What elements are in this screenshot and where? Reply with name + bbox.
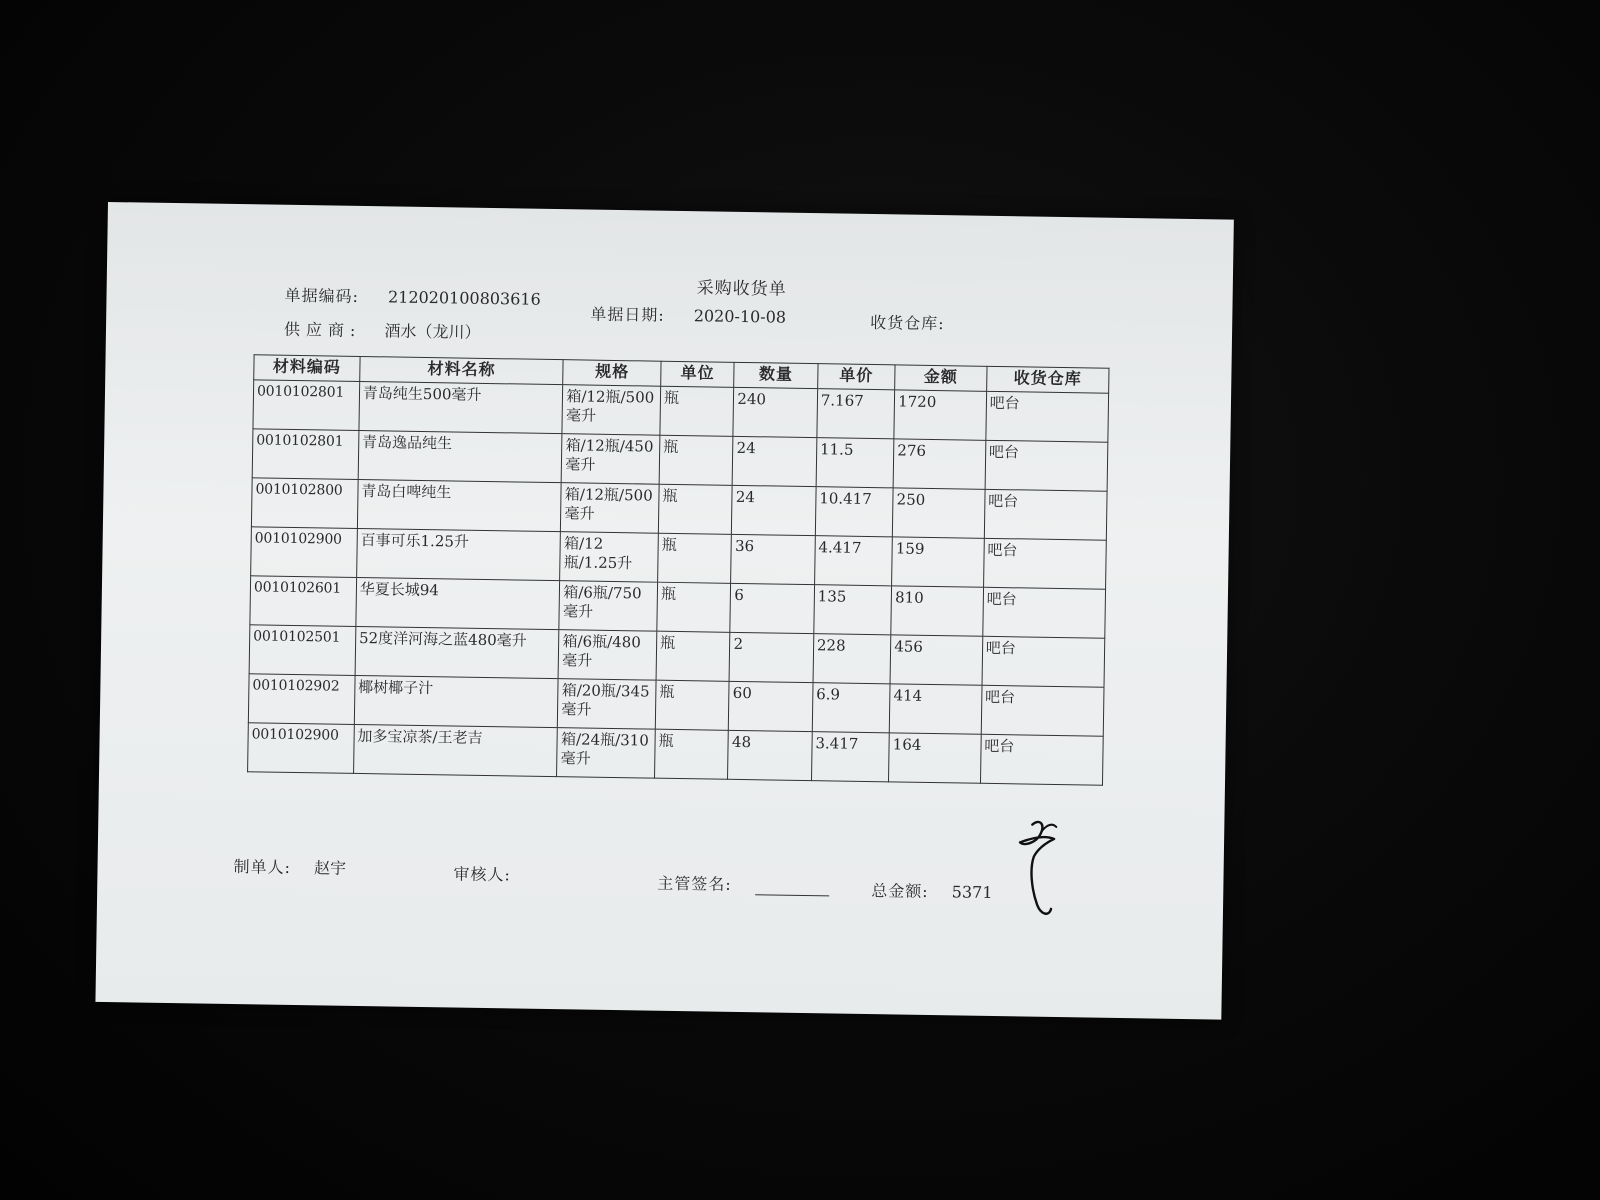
cell-name: 青岛纯生500毫升 — [359, 381, 563, 433]
cell-unit-price: 10.417 — [815, 487, 893, 537]
doc-code-label: 单据编码: — [284, 285, 360, 306]
cell-warehouse: 吧台 — [986, 391, 1109, 442]
cell-spec: 箱/12瓶/500毫升 — [561, 483, 659, 534]
cell-code: 0010102900 — [251, 527, 358, 578]
cell-code: 0010102801 — [253, 380, 360, 431]
cell-unit: 瓶 — [658, 533, 732, 583]
cell-quantity: 48 — [728, 730, 812, 780]
maker-label: 制单人: — [233, 857, 292, 877]
supplier-value: 酒水（龙川） — [384, 321, 481, 342]
cell-unit-price: 11.5 — [816, 438, 894, 488]
col-header-material-code: 材料编码 — [254, 355, 360, 382]
cell-quantity: 24 — [732, 485, 816, 535]
supplier-field — [284, 317, 481, 343]
doc-date-value: 2020-10-08 — [693, 306, 787, 327]
doc-date-label: 单据日期: — [590, 304, 665, 325]
doc-code-field — [284, 283, 541, 310]
total-amount-field — [871, 878, 993, 903]
cell-warehouse: 吧台 — [983, 587, 1106, 638]
cell-amount: 250 — [893, 488, 985, 538]
cell-unit: 瓶 — [658, 484, 732, 534]
cell-warehouse: 吧台 — [985, 440, 1108, 491]
cell-amount: 414 — [889, 684, 981, 734]
cell-name: 52度洋河海之蓝480毫升 — [355, 626, 559, 678]
cell-warehouse: 吧台 — [982, 636, 1105, 687]
col-header-warehouse: 收货仓库 — [986, 366, 1109, 393]
document-title: 采购收货单 — [696, 278, 787, 300]
maker-field — [233, 854, 346, 879]
supervisor-signature-field — [657, 871, 829, 897]
supplier-label: 供应商: — [283, 319, 362, 340]
reviewer-field — [453, 862, 529, 886]
cell-amount: 456 — [890, 635, 982, 685]
cell-name: 华夏长城94 — [356, 577, 560, 629]
total-value: 5371 — [951, 882, 993, 902]
col-header-unit-price: 单价 — [817, 364, 895, 390]
maker-value: 赵宇 — [313, 858, 347, 878]
receipt-document — [95, 202, 1233, 1020]
cell-code: 0010102900 — [248, 723, 355, 774]
cell-amount: 164 — [889, 733, 981, 783]
signature-line — [755, 880, 829, 896]
cell-spec: 箱/6瓶/480毫升 — [558, 630, 656, 681]
reviewer-label: 审核人: — [453, 864, 512, 885]
cell-quantity: 60 — [729, 681, 813, 731]
cell-warehouse: 吧台 — [984, 489, 1107, 540]
cell-code: 0010102902 — [248, 674, 355, 725]
cell-spec: 箱/20瓶/345毫升 — [558, 679, 656, 730]
cell-quantity: 6 — [730, 583, 814, 633]
doc-date-field — [590, 302, 786, 328]
cell-unit-price: 3.417 — [811, 732, 889, 782]
cell-unit: 瓶 — [659, 435, 733, 485]
total-label: 总金额: — [871, 881, 929, 901]
cell-amount: 276 — [893, 439, 985, 489]
cell-name: 加多宝凉茶/王老吉 — [353, 724, 557, 776]
cell-unit-price: 7.167 — [817, 389, 895, 439]
cell-quantity: 36 — [731, 534, 815, 584]
cell-quantity: 240 — [733, 387, 817, 437]
cell-amount: 1720 — [894, 390, 986, 440]
cell-code: 0010102501 — [249, 625, 356, 676]
cell-spec: 箱/6瓶/750毫升 — [559, 581, 657, 632]
cell-name: 青岛白啤纯生 — [357, 479, 561, 531]
handwritten-signature — [1009, 812, 1081, 923]
cell-unit-price: 228 — [813, 634, 891, 684]
cell-spec: 箱/12瓶/1.25升 — [560, 532, 658, 583]
col-header-spec: 规格 — [563, 360, 661, 387]
cell-warehouse: 吧台 — [981, 685, 1104, 736]
cell-name: 青岛逸品纯生 — [358, 430, 562, 482]
cell-quantity: 2 — [729, 632, 813, 682]
cell-unit: 瓶 — [657, 582, 731, 632]
cell-spec: 箱/24瓶/310毫升 — [557, 728, 655, 779]
cell-amount: 810 — [891, 586, 983, 636]
cell-unit-price: 4.417 — [814, 536, 892, 586]
cell-unit: 瓶 — [656, 631, 730, 681]
cell-quantity: 24 — [733, 436, 817, 486]
col-header-quantity: 数量 — [734, 362, 818, 388]
cell-name: 椰树椰子汁 — [354, 675, 558, 727]
cell-name: 百事可乐1.25升 — [356, 528, 560, 580]
cell-warehouse: 吧台 — [980, 734, 1103, 785]
cell-code: 0010102800 — [251, 478, 358, 529]
cell-unit: 瓶 — [655, 680, 729, 730]
supervisor-label: 主管签名: — [657, 873, 732, 894]
cell-unit: 瓶 — [660, 386, 734, 436]
cell-code: 0010102601 — [250, 576, 357, 627]
cell-unit-price: 6.9 — [812, 683, 890, 733]
doc-code-value: 212020100803616 — [387, 287, 541, 309]
cell-code: 0010102801 — [252, 429, 359, 480]
col-header-unit: 单位 — [661, 361, 735, 387]
cell-amount: 159 — [892, 537, 984, 587]
cell-spec: 箱/12瓶/450毫升 — [562, 434, 660, 485]
receiving-warehouse-field — [870, 310, 969, 335]
cell-spec: 箱/12瓶/500毫升 — [562, 385, 660, 436]
col-header-amount: 金额 — [895, 365, 987, 391]
items-table — [247, 354, 1109, 785]
receiving-warehouse-label: 收货仓库: — [870, 312, 945, 334]
cell-unit: 瓶 — [655, 729, 729, 779]
cell-warehouse: 吧台 — [983, 538, 1106, 589]
col-header-material-name: 材料名称 — [360, 356, 564, 384]
cell-unit-price: 135 — [814, 585, 892, 635]
